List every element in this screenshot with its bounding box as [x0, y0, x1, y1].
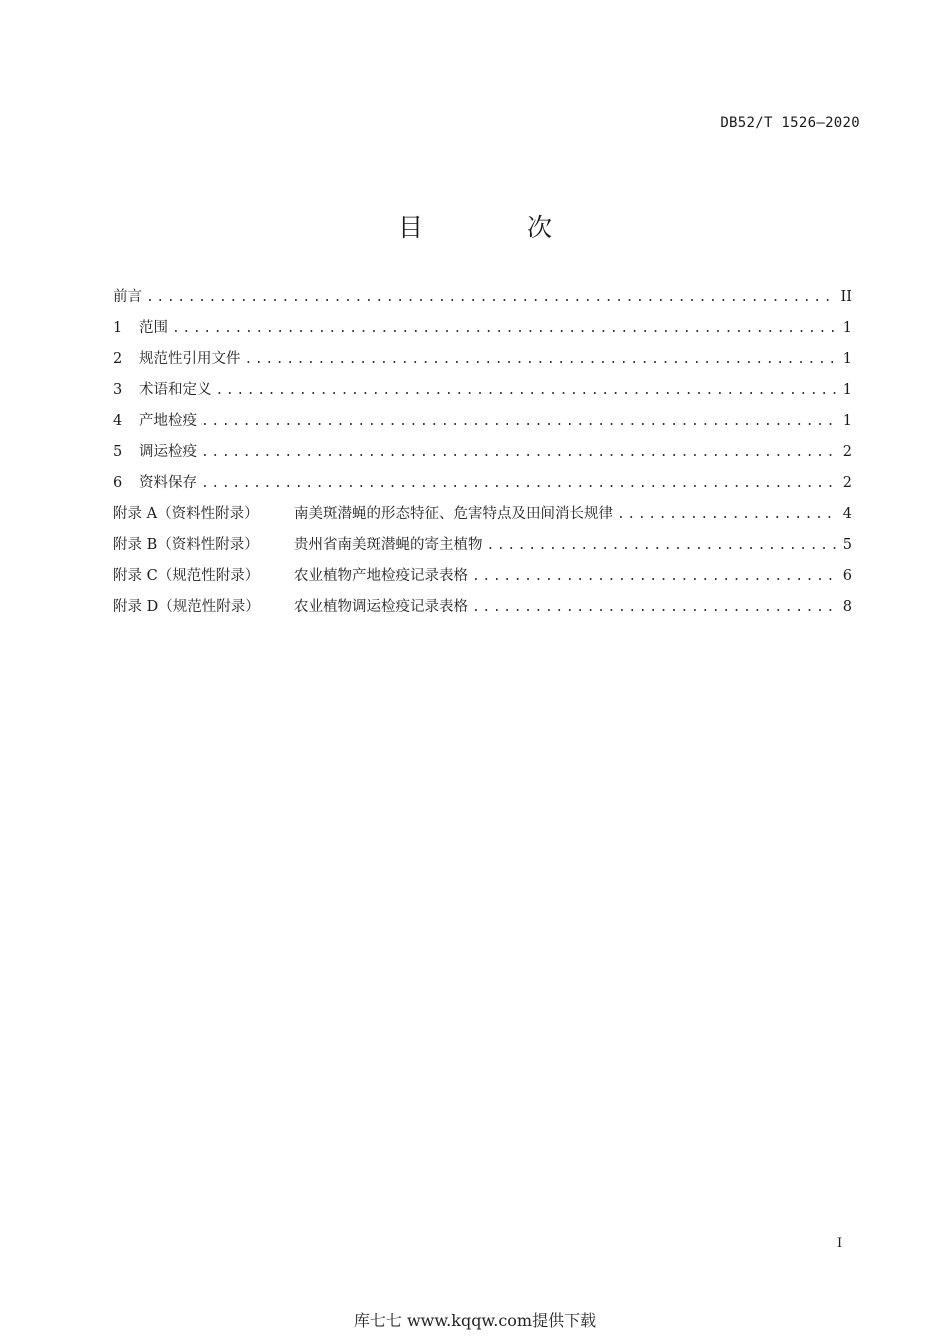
toc-item-appendix-d[interactable]: [113, 595, 852, 626]
toc-item-appendix-b[interactable]: [113, 533, 852, 564]
dot-leader: [146, 290, 837, 305]
toc-number: 5: [113, 444, 123, 460]
appendix-prefix: 附录 C（规范性附录）: [113, 568, 260, 584]
toc-page-number: 1: [842, 382, 852, 398]
dot-leader: [201, 445, 838, 460]
toc-page-number: 8: [842, 599, 852, 615]
toc-page-number: 1: [842, 351, 852, 367]
toc-page-number: 1: [842, 320, 852, 336]
toc-number: 2: [113, 351, 123, 367]
dot-leader: [617, 507, 838, 522]
toc-page-number: 5: [842, 537, 852, 553]
toc-label: 农业植物产地检疫记录表格: [294, 568, 468, 584]
toc-page-number: 2: [842, 475, 852, 491]
toc-label: 规范性引用文件: [139, 351, 241, 367]
toc-number: 6: [113, 475, 123, 491]
toc-page-number: 1: [842, 413, 852, 429]
document-code: DB52/T 1526—2020: [720, 115, 860, 131]
toc-label: 范围: [139, 320, 168, 336]
toc-item-appendix-a[interactable]: [113, 502, 852, 533]
dot-leader: [216, 383, 839, 398]
toc-label: 资料保存: [139, 475, 197, 491]
appendix-prefix: 附录 D（规范性附录）: [113, 599, 260, 615]
toc-number: 4: [113, 413, 123, 429]
toc-item-appendix-c[interactable]: [113, 564, 852, 595]
toc-label: 南美斑潜蝇的形态特征、危害特点及田间消长规律: [294, 506, 613, 522]
dot-leader: [472, 569, 838, 584]
dot-leader: [201, 414, 838, 429]
toc-item-records[interactable]: [113, 471, 852, 502]
toc-label: 术语和定义: [139, 382, 212, 398]
toc-item-origin-quarantine[interactable]: [113, 409, 852, 440]
page-title: 目 次: [398, 213, 600, 242]
toc-item-normative-references[interactable]: [113, 347, 852, 378]
appendix-prefix: 附录 B（资料性附录）: [113, 537, 259, 553]
appendix-prefix: 附录 A（资料性附录）: [113, 506, 259, 522]
toc-item-scope[interactable]: [113, 316, 852, 347]
toc-number: 1: [113, 320, 123, 336]
page-number: I: [837, 1236, 843, 1251]
toc-page-number: 6: [842, 568, 852, 584]
toc-item-transport-quarantine[interactable]: [113, 440, 852, 471]
toc-page-number: 4: [842, 506, 852, 522]
toc-number: 3: [113, 382, 123, 398]
toc-item-foreword[interactable]: [113, 285, 852, 316]
dot-leader: [245, 352, 839, 367]
table-of-contents: [113, 285, 852, 626]
toc-label: 产地检疫: [139, 413, 197, 429]
dot-leader: [201, 476, 838, 491]
toc-page-number: 2: [842, 444, 852, 460]
toc-label: 农业植物调运检疫记录表格: [294, 599, 468, 615]
toc-item-terms[interactable]: [113, 378, 852, 409]
toc-label: 贵州省南美斑潜蝇的寄主植物: [294, 537, 483, 553]
toc-label: 调运检疫: [139, 444, 197, 460]
dot-leader: [487, 538, 839, 553]
dot-leader: [472, 600, 838, 615]
footer-watermark: 库七七 www.kqqw.com提供下载: [353, 1311, 597, 1330]
toc-label: 前言: [113, 289, 142, 305]
toc-page-number: II: [840, 289, 852, 305]
dot-leader: [172, 321, 838, 336]
